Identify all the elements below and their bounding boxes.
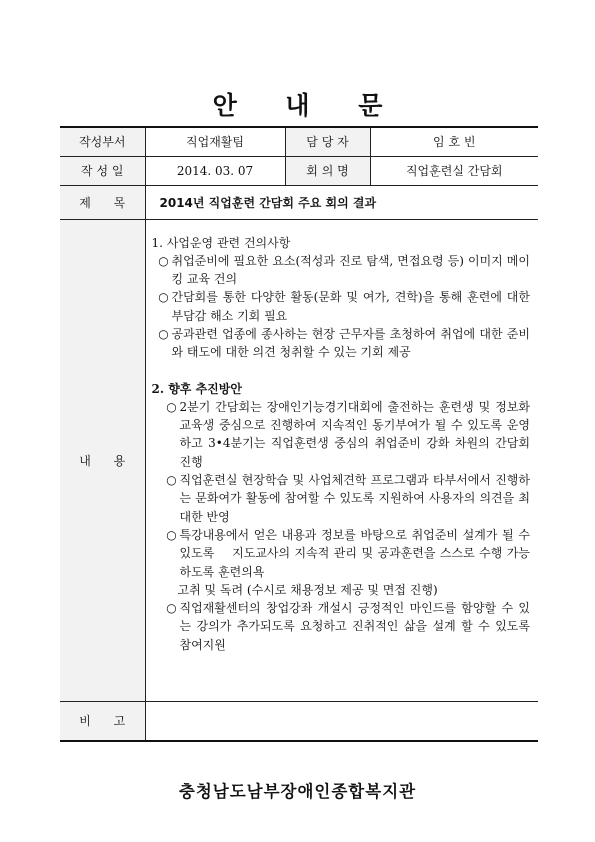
list-item [152, 252, 531, 289]
section-2-heading: 2. 향후 추진방안 [151, 381, 242, 396]
list-item [152, 599, 531, 654]
section-1-heading: 1. 사업운영 관련 건의사항 [151, 235, 291, 250]
row-subject [60, 185, 538, 219]
dept-value: 직업재활팀 [145, 127, 285, 156]
organization-name: 충청남도남부장애인종합복지관 [178, 782, 417, 801]
list-item-text: 특강내용에서 얻은 내용과 정보를 바탕으로 취업준비 설계가 될 수 있도록 지도교사의 지속적 관리 및 공과훈련을 스스로 수행 가능하도록 훈련의욕 [179, 527, 534, 579]
content-label: 내 용 [60, 219, 145, 701]
list-item [152, 325, 531, 362]
list-item-text: 직업훈련실 현장학습 및 사업체견학 프로그램과 타부서에서 진행하는 문화여가 활동에 참여할 수 있도록 지원하여 사용자의 의견을 최대한 반영 [179, 473, 530, 524]
list-item-text: 직업재활센터의 창업강좌 개설시 긍정적인 마인드를 함양할 수 있는 강의가 추가되도록 요청하고 진취적인 삶을 설계 할 수 있도록 참여지원 [179, 601, 530, 652]
document-title: 안 내 문 [212, 91, 403, 120]
list-item [152, 526, 534, 581]
row-remarks [60, 701, 538, 741]
section-2 [151, 380, 534, 654]
meeting-value: 직업훈련실 간담회 [370, 156, 538, 185]
manager-value: 임 호 빈 [370, 127, 538, 156]
circle-bullet-icon: ○ [166, 601, 177, 616]
content-body [145, 219, 538, 701]
dept-label: 작성부서 [60, 127, 145, 156]
list-item-text: 취업준비에 필요한 요소(적성과 진로 탐색, 면접요령 등) 이미지 메이킹 교육 건의 [171, 253, 530, 287]
list-item-continuation: 고취 및 독려 (수시로 채용정보 제공 및 면접 진행) [177, 582, 438, 597]
meeting-label: 회 의 명 [285, 156, 370, 185]
row-dept [60, 127, 538, 156]
section-1 [152, 234, 531, 362]
list-item-text: 공과관련 업종에 종사하는 현장 근무자를 초청하여 취업에 대한 준비와 태도에 대한 의견 청취할 수 있는 기회 제공 [171, 326, 530, 360]
subject-value: 2014년 직업훈련 간담회 주요 회의 결과 [145, 185, 538, 219]
list-item [152, 288, 531, 325]
row-date [60, 156, 538, 185]
circle-bullet-icon: ○ [158, 326, 169, 341]
subject-label: 제 목 [60, 185, 145, 219]
circle-bullet-icon: ○ [166, 473, 177, 488]
circle-bullet-icon: ○ [166, 527, 177, 542]
remarks-value [145, 701, 538, 741]
date-label: 작 성 일 [60, 156, 145, 185]
notice-table [60, 126, 538, 742]
row-content [60, 219, 538, 701]
manager-label: 담 당 자 [285, 127, 370, 156]
list-item-text: 2분기 간담회는 장애인기능경기대회에 출전하는 훈련생 및 정보화교육생 중심으로 진행하여 지속적인 동기부여가 될 수 있도록 운영하고 3•4분기는 직업훈련생 중심의 취업준비 강화 차원의 간담회 진행 [179, 399, 530, 469]
list-item [152, 471, 531, 526]
list-item-text: 간담회를 통한 다양한 활동(문화 및 여가, 견학)을 통해 훈련에 대한 부담감 해소 기회 필요 [171, 290, 530, 323]
circle-bullet-icon: ○ [158, 253, 169, 268]
remarks-label: 비 고 [60, 701, 145, 741]
circle-bullet-icon: ○ [166, 399, 177, 414]
date-value: 2014. 03. 07 [145, 156, 285, 185]
circle-bullet-icon: ○ [158, 290, 169, 305]
list-item [152, 398, 531, 471]
